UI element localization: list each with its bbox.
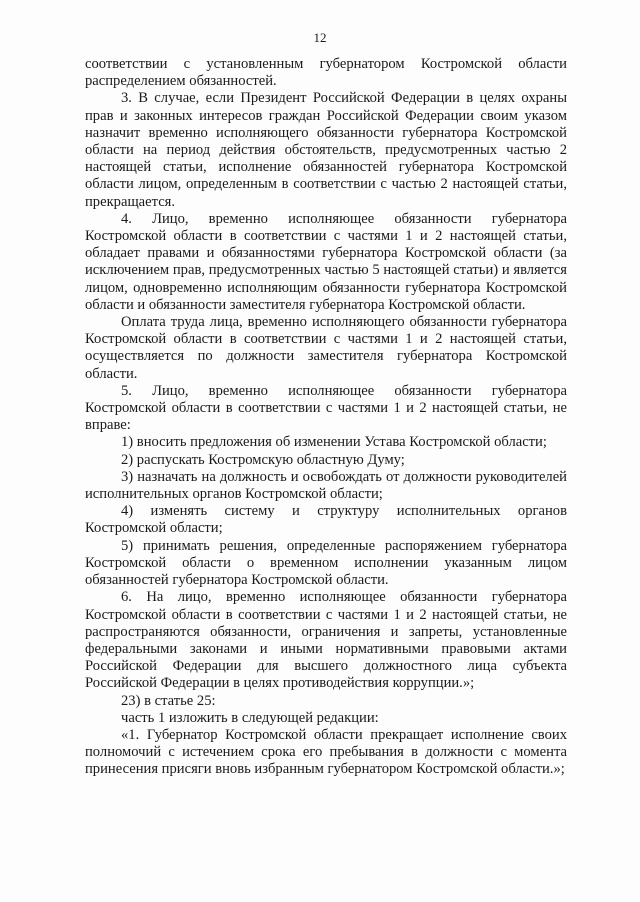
paragraph-part-5: 5. Лицо, временно исполняющее обязанности губернатора Костромской области в соответствии с частями 1 и 2 настоящей статьи, не вправе:: [85, 382, 567, 434]
document-body: [85, 56, 567, 779]
list-item-1: 1) вносить предложения об изменении Устава Костромской области;: [121, 434, 547, 451]
amendment-instruction: часть 1 изложить в следующей редакции:: [121, 709, 379, 726]
paragraph-continuation: соответствии с установленным губернатором Костромской области распределением обязанностей.: [85, 56, 567, 90]
paragraph-part-6: 6. На лицо, временно исполняющее обязанности губернатора Костромской области в соответствии с частями 1 и 2 настоящей статьи, не распространяются обязанности, ограничения и запреты, установленные федеральными законами и иными нормативными правовыми актами Российской Федерации для высшего должностного лица субъекта Российской Федерации в целях противодействия коррупции.»;: [85, 589, 567, 692]
list-item-3: 3) назначать на должность и освобождать от должности руководителей исполнительных органов Костромской области;: [85, 468, 567, 503]
paragraph-part-3: 3. В случае, если Президент Российской Федерации в целях охраны прав и законных интересов граждан Российской Федерации своим указом назначит временно исполняющего обязанности губернатора Костромской области на период действия обстоятельств, предусмотренных частью 2 настоящей статьи, исполнение обязанностей губернатора Костромской области лицом, определенным в соответствии с частью 2 настоящей статьи, прекращается.: [85, 90, 567, 210]
amendment-quoted-text: «1. Губернатор Костромской области прекращает исполнение своих полномочий с истечением срока его пребывания в должности с момента принесения присяги вновь избранным губернатором Костромской области.»;: [85, 726, 567, 778]
list-item-5: 5) принимать решения, определенные распоряжением губернатора Костромской области о временном исполнении указанным лицом обязанностей губернатора Костромской области.: [85, 537, 567, 589]
paragraph-part-4: 4. Лицо, временно исполняющее обязанности губернатора Костромской области в соответствии с частями 1 и 2 настоящей статьи, обладает правами и обязанностями губернатора Костромской области (за исключением прав, предусмотренных частью 5 настоящей статьи) и является лицом, одновременно исполняющим обязанности губернатора Костромской области и обязанности заместителя губернатора Костромской области.: [85, 210, 567, 313]
list-item-4: 4) изменять систему и структуру исполнительных органов Костромской области;: [85, 503, 567, 537]
amendment-item-23: 23) в статье 25:: [121, 692, 216, 709]
list-item-2: 2) распускать Костромскую областную Думу;: [121, 451, 405, 468]
paragraph-remuneration: Оплата труда лица, временно исполняющего обязанности губернатора Костромской области в соответствии с частями 1 и 2 настоящей статьи, осуществляется по должности заместителя губернатора Костромской области.: [85, 314, 567, 382]
page-number: 12: [313, 30, 327, 45]
